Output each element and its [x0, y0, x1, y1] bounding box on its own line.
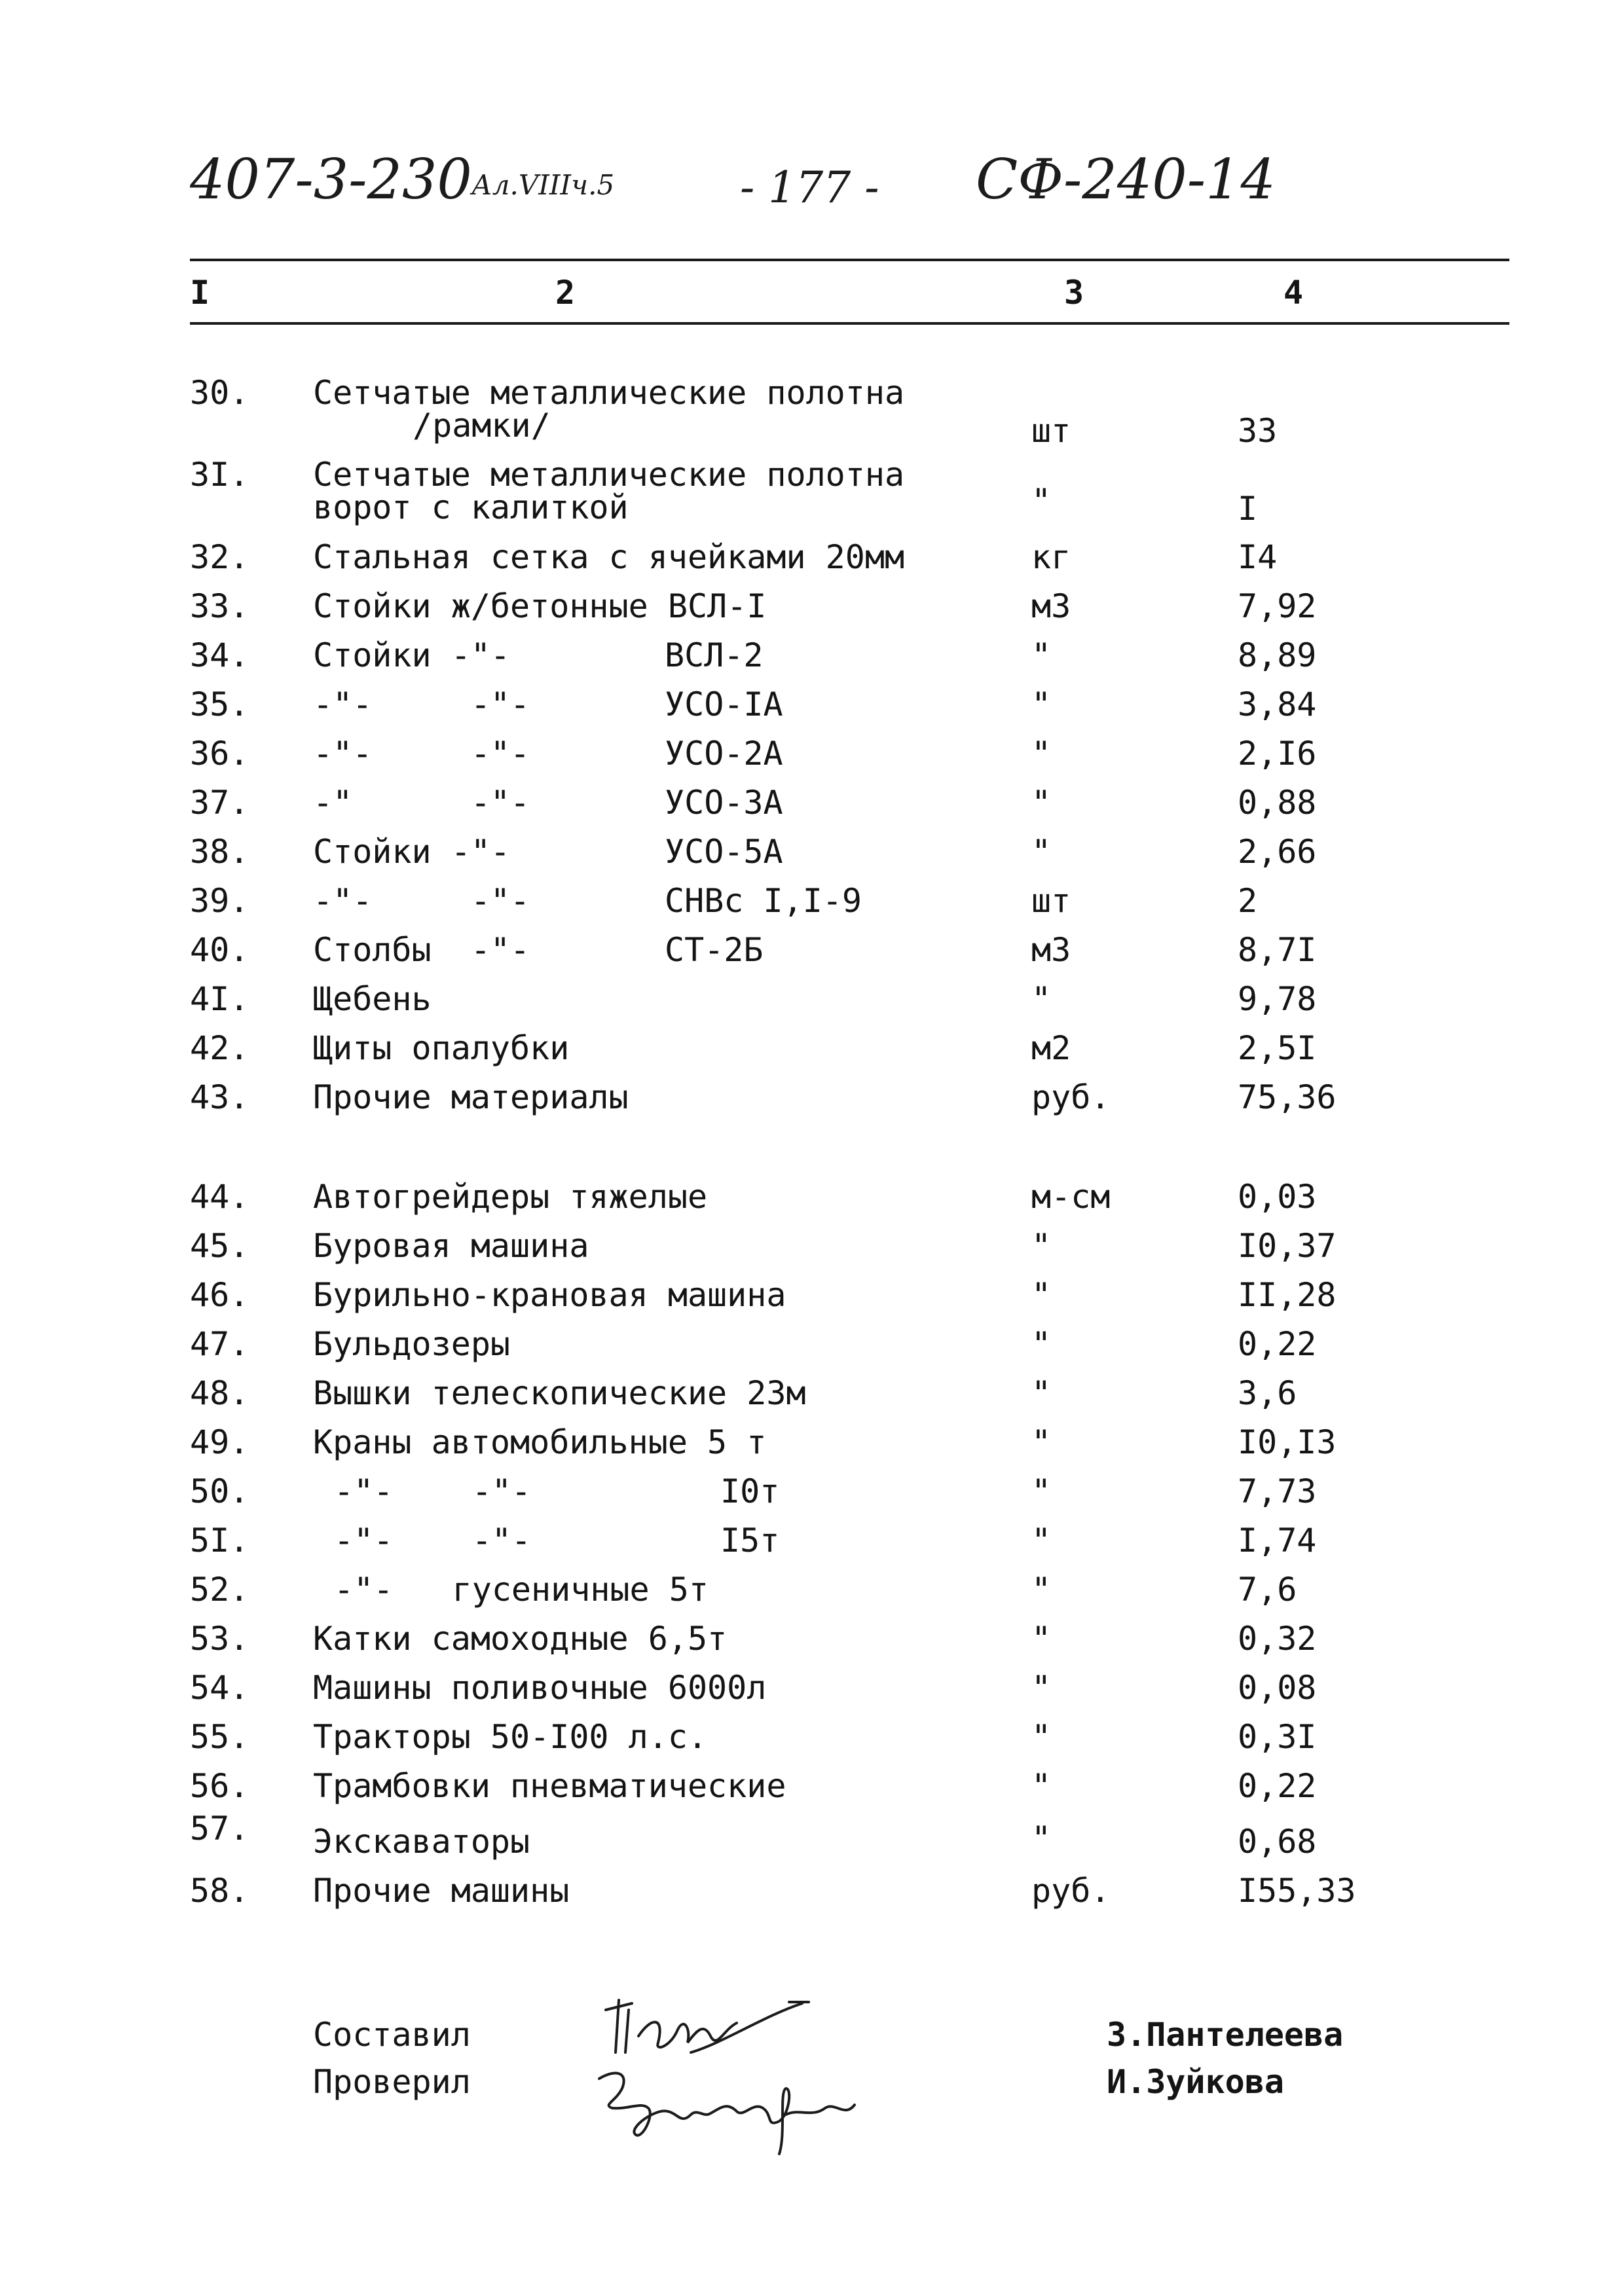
row-unit: ": [1031, 1620, 1052, 1658]
row-number: 44.: [190, 1178, 249, 1216]
row-unit: ": [1031, 1325, 1052, 1363]
table-row: [0, 1228, 1624, 1273]
row-type: СТ-2Б: [665, 931, 764, 969]
row-quantity: I0,I3: [1238, 1423, 1337, 1461]
table-row: [0, 1079, 1624, 1125]
row-name: -"- -"-: [334, 1472, 532, 1510]
row-quantity: 2,I6: [1238, 735, 1317, 773]
table-row: [0, 1030, 1624, 1076]
row-quantity: 8,7I: [1238, 931, 1317, 969]
row-number: 56.: [190, 1767, 249, 1805]
row-number: 52.: [190, 1571, 249, 1609]
row-unit: ": [1031, 980, 1052, 1018]
row-number: 50.: [190, 1472, 249, 1510]
row-unit: ": [1031, 1718, 1052, 1756]
signature-composed: [593, 1990, 828, 2069]
row-unit: руб.: [1031, 1872, 1111, 1910]
row-quantity: 0,68: [1238, 1823, 1317, 1861]
row-unit: ": [1031, 1571, 1052, 1609]
row-number: 36.: [190, 735, 249, 773]
column-header-4: 4: [1283, 274, 1304, 312]
row-number: 53.: [190, 1620, 249, 1658]
row-quantity: 0,32: [1238, 1620, 1317, 1658]
row-name: Сетчатые металлические полотна: [313, 374, 905, 412]
table-row: [0, 588, 1624, 634]
row-name: Вышки телескопические 23м: [313, 1374, 806, 1412]
table-row: [0, 1375, 1624, 1421]
table-row: [0, 784, 1624, 830]
row-number: 32.: [190, 538, 249, 576]
table-row: [0, 1424, 1624, 1470]
row-unit: ": [1031, 784, 1052, 822]
row-quantity: 2,5I: [1238, 1029, 1317, 1067]
row-name: Стойки -"-: [313, 636, 511, 674]
doc-code: 407-3-230: [190, 147, 472, 211]
row-unit: м3: [1031, 931, 1071, 969]
row-type: I0т: [720, 1472, 780, 1510]
row-name: Трамбовки пневматические: [313, 1767, 786, 1805]
row-quantity: I4: [1238, 538, 1278, 576]
row-unit: ": [1031, 833, 1052, 871]
row-number: 39.: [190, 882, 249, 920]
checked-name: И.Зуйкова: [1107, 2063, 1284, 2101]
row-quantity: 0,3I: [1238, 1718, 1317, 1756]
table-row: [0, 1719, 1624, 1764]
table-row: [0, 1522, 1624, 1568]
row-quantity: 0,22: [1238, 1325, 1317, 1363]
row-name: Экскаваторы: [313, 1823, 530, 1861]
row-name: -" -"-: [313, 784, 530, 822]
row-unit: м-см: [1031, 1178, 1111, 1216]
row-unit: м3: [1031, 587, 1071, 625]
signature-checked: [589, 2062, 864, 2160]
row-name: Автогрейдеры тяжелые: [313, 1178, 708, 1216]
row-number: 58.: [190, 1872, 249, 1910]
row-quantity: 0,08: [1238, 1669, 1317, 1707]
row-name: Стальная сетка с ячейками 20мм: [313, 538, 905, 576]
row-name: Краны автомобильные 5 т: [313, 1423, 767, 1461]
row-number: 54.: [190, 1669, 249, 1707]
row-number: 35.: [190, 685, 249, 723]
sheet-code: СФ-240-14: [976, 147, 1276, 211]
row-number: 40.: [190, 931, 249, 969]
row-name: Столбы -"-: [313, 931, 530, 969]
row-name: -"- -"-: [313, 882, 530, 920]
row-number: 47.: [190, 1325, 249, 1363]
row-quantity: 2,66: [1238, 833, 1317, 871]
table-row: [0, 883, 1624, 928]
row-quantity: 8,89: [1238, 636, 1317, 674]
row-unit: м2: [1031, 1029, 1071, 1067]
row-quantity: I,74: [1238, 1522, 1317, 1559]
table-row: [0, 735, 1624, 781]
row-unit: ": [1031, 482, 1052, 520]
row-number: 3I.: [190, 456, 249, 494]
composed-label: Составил: [313, 2016, 471, 2054]
table-row: [0, 1571, 1624, 1617]
row-unit: ": [1031, 1522, 1052, 1559]
row-number: 57.: [190, 1810, 249, 1848]
row-name: -"- -"-: [313, 735, 530, 773]
row-name: Бурильно-крановая машина: [313, 1276, 786, 1314]
row-type: I5т: [720, 1522, 780, 1559]
row-quantity: 0,03: [1238, 1178, 1317, 1216]
table-row: [0, 833, 1624, 879]
row-name: Прочие машины: [313, 1872, 570, 1910]
row-unit: руб.: [1031, 1078, 1111, 1116]
row-number: 48.: [190, 1374, 249, 1412]
row-name: Прочие материалы: [313, 1078, 629, 1116]
row-unit: ": [1031, 1819, 1052, 1857]
table-row: [0, 1768, 1624, 1813]
row-number: 55.: [190, 1718, 249, 1756]
row-number: 4I.: [190, 980, 249, 1018]
row-unit: ": [1031, 1472, 1052, 1510]
row-name: Бульдозеры: [313, 1325, 511, 1363]
row-quantity: I0,37: [1238, 1227, 1337, 1265]
column-header-1: I: [190, 274, 210, 312]
table-row: [0, 1178, 1624, 1224]
row-unit: шт: [1031, 882, 1071, 920]
table-row: [0, 1669, 1624, 1715]
table-row: [0, 637, 1624, 683]
checked-label: Проверил: [313, 2063, 471, 2101]
row-name: Буровая машина: [313, 1227, 589, 1265]
table-row: [0, 1810, 1624, 1863]
row-name-cont: /рамки/: [413, 407, 551, 445]
row-name: Сетчатые металлические полотна: [313, 456, 905, 494]
row-name-cont: ворот с калиткой: [313, 488, 629, 526]
page-number: - 177 -: [740, 162, 879, 213]
row-quantity: 3,6: [1238, 1374, 1297, 1412]
row-quantity: 0,22: [1238, 1767, 1317, 1805]
row-unit: ": [1031, 1374, 1052, 1412]
row-unit: ": [1031, 1227, 1052, 1265]
row-quantity: 2: [1238, 882, 1258, 920]
row-name: -"- гусеничные 5т: [334, 1571, 709, 1609]
row-quantity: 9,78: [1238, 980, 1317, 1018]
table-row: [0, 1277, 1624, 1322]
row-name: Стойки -"-: [313, 833, 511, 871]
column-header-2: 2: [555, 274, 576, 312]
row-type: ВСЛ-2: [665, 636, 764, 674]
row-number: 49.: [190, 1423, 249, 1461]
row-unit: ": [1031, 1276, 1052, 1314]
row-quantity: 0,88: [1238, 784, 1317, 822]
row-number: 37.: [190, 784, 249, 822]
row-number: 42.: [190, 1029, 249, 1067]
row-number: 5I.: [190, 1522, 249, 1559]
row-quantity: 3,84: [1238, 685, 1317, 723]
row-quantity: I: [1238, 490, 1258, 528]
table-row: [0, 981, 1624, 1027]
table-row: [0, 1473, 1624, 1519]
row-name: Стойки ж/бетонные ВСЛ-I: [313, 587, 767, 625]
row-unit: ": [1031, 1423, 1052, 1461]
row-type: УСО-2А: [665, 735, 783, 773]
row-number: 34.: [190, 636, 249, 674]
row-quantity: 7,92: [1238, 587, 1317, 625]
row-quantity: 75,36: [1238, 1078, 1337, 1116]
row-name: Катки самоходные 6,5т: [313, 1620, 728, 1658]
row-name: Щиты опалубки: [313, 1029, 570, 1067]
row-quantity: 7,6: [1238, 1571, 1297, 1609]
row-unit: ": [1031, 1767, 1052, 1805]
row-quantity: I55,33: [1238, 1872, 1356, 1910]
table-row: [0, 1872, 1624, 1918]
row-quantity: 7,73: [1238, 1472, 1317, 1510]
row-unit: ": [1031, 685, 1052, 723]
row-name: Машины поливочные 6000л: [313, 1669, 767, 1707]
table-row: [0, 1326, 1624, 1372]
composed-name: З.Пантелеева: [1107, 2016, 1344, 2054]
row-number: 38.: [190, 833, 249, 871]
table-row: [0, 1620, 1624, 1666]
row-unit: ": [1031, 1669, 1052, 1707]
row-type: УСО-5А: [665, 833, 783, 871]
row-type: УСО-3А: [665, 784, 783, 822]
row-type: УСО-IА: [665, 685, 783, 723]
row-number: 43.: [190, 1078, 249, 1116]
row-type: СНВс I,I-9: [665, 882, 862, 920]
row-number: 46.: [190, 1276, 249, 1314]
row-quantity: II,28: [1238, 1276, 1337, 1314]
row-name: -"- -"-: [334, 1522, 532, 1559]
column-header-3: 3: [1064, 274, 1084, 312]
row-unit: шт: [1031, 412, 1071, 450]
row-number: 45.: [190, 1227, 249, 1265]
row-number: 30.: [190, 374, 249, 412]
row-name: -"- -"-: [313, 685, 530, 723]
row-unit: ": [1031, 735, 1052, 773]
album-ref: Ал.VIIIч.5: [471, 169, 615, 201]
row-unit: ": [1031, 636, 1052, 674]
row-unit: кг: [1031, 538, 1071, 576]
table-header-rule: [190, 322, 1509, 325]
row-name: Тракторы 50-I00 л.с.: [313, 1718, 708, 1756]
table-row: [0, 456, 1624, 528]
table-row: [0, 932, 1624, 977]
table-row: [0, 686, 1624, 732]
row-name: Щебень: [313, 980, 432, 1018]
table-row: [0, 539, 1624, 585]
table-top-rule: [190, 259, 1509, 261]
table-row: [0, 374, 1624, 450]
row-quantity: 33: [1238, 412, 1278, 450]
row-number: 33.: [190, 587, 249, 625]
